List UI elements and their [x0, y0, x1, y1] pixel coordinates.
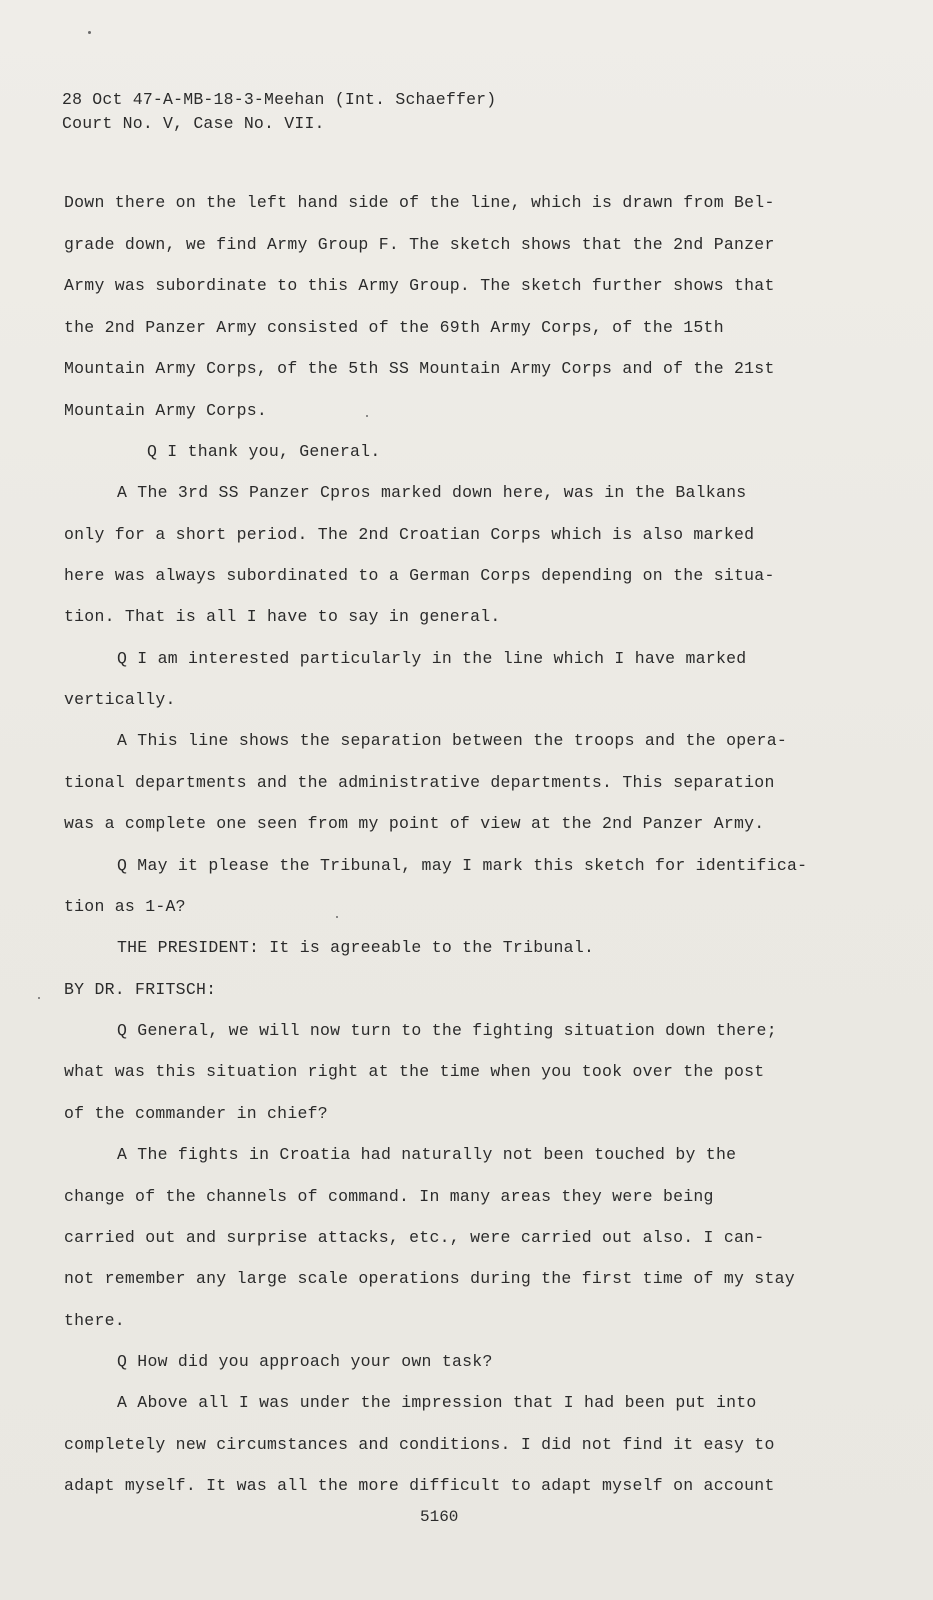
body-line-6: Mountain Army Corps. — [64, 401, 268, 420]
body-line-29: Q How did you approach your own task? — [117, 1352, 493, 1371]
body-line-14: A This line shows the separation between the troops and the opera- — [117, 731, 788, 750]
body-line-9: only for a short period. The 2nd Croatian Corps which is also marked — [64, 525, 755, 544]
body-line-25: change of the channels of command. In many areas they were being — [64, 1187, 714, 1206]
body-line-8: A The 3rd SS Panzer Cpros marked down here, was in the Balkans — [117, 483, 747, 502]
body-line-3: Army was subordinate to this Army Group. The sketch further shows that — [64, 276, 775, 295]
body-line-19: THE PRESIDENT: It is agreeable to the Tribunal. — [117, 938, 595, 957]
body-line-26: carried out and surprise attacks, etc., were carried out also. I can- — [64, 1228, 765, 1247]
scan-speck — [336, 916, 338, 918]
body-line-32: adapt myself. It was all the more difficult to adapt myself on account — [64, 1476, 775, 1495]
body-line-23: of the commander in chief? — [64, 1104, 328, 1123]
body-line-11: tion. That is all I have to say in general. — [64, 607, 501, 626]
header-line-1: 28 Oct 47-A-MB-18-3-Meehan (Int. Schaeffer) — [62, 90, 497, 109]
body-line-13: vertically. — [64, 690, 176, 709]
body-line-4: the 2nd Panzer Army consisted of the 69th Army Corps, of the 15th — [64, 318, 724, 337]
body-line-1: Down there on the left hand side of the line, which is drawn from Bel- — [64, 193, 775, 212]
body-line-2: grade down, we find Army Group F. The sketch shows that the 2nd Panzer — [64, 235, 775, 254]
scan-speck — [38, 997, 40, 999]
page-number: 5160 — [420, 1508, 459, 1526]
body-line-15: tional departments and the administrative departments. This separation — [64, 773, 775, 792]
body-line-10: here was always subordinated to a German Corps depending on the situa- — [64, 566, 775, 585]
body-line-27: not remember any large scale operations during the first time of my stay — [64, 1269, 795, 1288]
header-line-2: Court No. V, Case No. VII. — [62, 114, 325, 133]
body-line-22: what was this situation right at the time when you took over the post — [64, 1062, 765, 1081]
document-header — [62, 88, 496, 136]
body-line-31: completely new circumstances and conditions. I did not find it easy to — [64, 1435, 775, 1454]
body-line-12: Q I am interested particularly in the line which I have marked — [117, 649, 747, 668]
scan-speck — [88, 31, 91, 34]
body-line-21: Q General, we will now turn to the fighting situation down there; — [117, 1021, 777, 1040]
body-line-5: Mountain Army Corps, of the 5th SS Mountain Army Corps and of the 21st — [64, 359, 775, 378]
body-line-30: A Above all I was under the impression that I had been put into — [117, 1393, 757, 1412]
body-line-7: Q I thank you, General. — [147, 442, 381, 461]
body-line-18: tion as 1-A? — [64, 897, 186, 916]
scan-speck — [366, 415, 368, 417]
body-line-24: A The fights in Croatia had naturally not been touched by the — [117, 1145, 737, 1164]
body-line-20: BY DR. FRITSCH: — [64, 980, 217, 999]
body-line-17: Q May it please the Tribunal, may I mark this sketch for identifica- — [117, 856, 808, 875]
body-line-28: there. — [64, 1311, 125, 1330]
body-line-16: was a complete one seen from my point of view at the 2nd Panzer Army. — [64, 814, 765, 833]
